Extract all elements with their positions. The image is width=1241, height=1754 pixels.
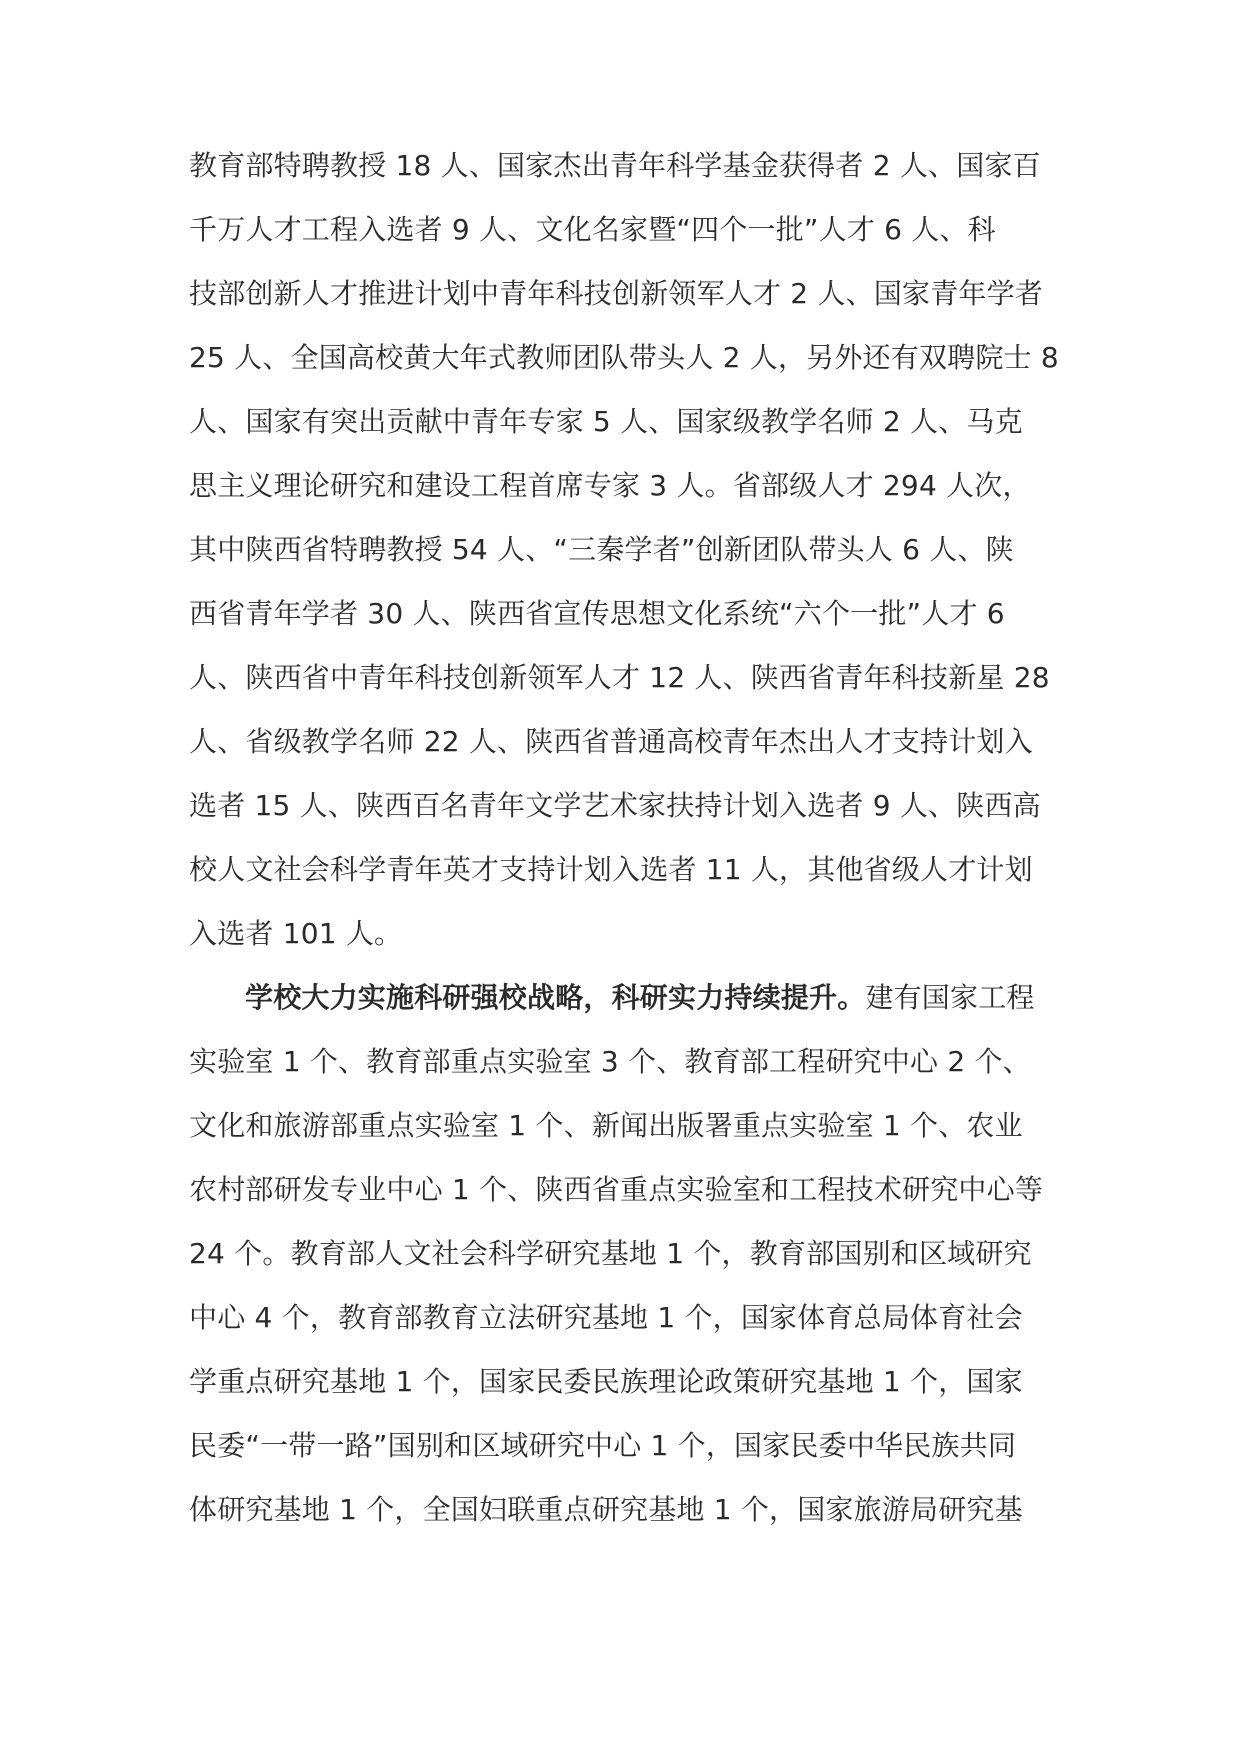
text-line: 人、陕西省中青年科技创新领军人才 12 人、陕西省青年科技新星 28 [189,661,1050,694]
text-line: 思主义理论研究和建设工程首席专家 3 人。省部级人才 294 人次， [189,469,1031,502]
text-line: 人、国家有突出贡献中青年专家 5 人、国家级教学名师 2 人、马克 [189,405,1023,438]
paragraph-research-strength [189,966,1069,1542]
text-line: 入选者 101 人。 [189,917,403,950]
text-line: 其中陕西省特聘教授 54 人、“三秦学者”创新团队带头人 6 人、陕 [189,533,1014,566]
text-line: 教育部特聘教授 18 人、国家杰出青年科学基金获得者 2 人、国家百 [189,149,1041,182]
text-line: 技部创新人才推进计划中青年科技创新领军人才 2 人、国家青年学者 [189,277,1044,310]
text-line: 人、省级教学名师 22 人、陕西省普通高校青年杰出人才支持计划入 [189,725,1033,758]
text-line: 选者 15 人、陕西百名青年文学艺术家扶持计划入选者 9 人、陕西高 [189,789,1041,822]
text-line: 农村部研发专业中心 1 个、陕西省重点实验室和工程技术研究中心等 [189,1173,1044,1206]
text-line: 25 人、全国高校黄大年式教师团队带头人 2 人，另外还有双聘院士 8 [189,341,1059,374]
paragraph-talent-statistics [189,134,1069,966]
text-line: 学重点研究基地 1 个，国家民委民族理论政策研究基地 1 个，国家 [189,1365,1023,1398]
paragraph-lead-sentence: 学校大力实施科研强校战略，科研实力持续提升。 [245,981,866,1014]
text-line: 校人文社会科学青年英才支持计划入选者 11 人，其他省级人才计划 [189,853,1033,886]
text-line: 文化和旅游部重点实验室 1 个、新闻出版署重点实验室 1 个、农业 [189,1109,1023,1142]
text-line: 民委“一带一路”国别和区域研究中心 1 个，国家民委中华民族共同 [189,1429,1017,1462]
text-fragment: 建有国家工程 [865,981,1035,1014]
text-line: 体研究基地 1 个，全国妇联重点研究基地 1 个，国家旅游局研究基 [189,1493,1023,1526]
text-line: 西省青年学者 30 人、陕西省宣传思想文化系统“六个一批”人才 6 [189,597,1005,630]
text-line: 中心 4 个，教育部教育立法研究基地 1 个，国家体育总局体育社会 [189,1301,1023,1334]
text-line: 实验室 1 个、教育部重点实验室 3 个、教育部工程研究中心 2 个、 [189,1045,1031,1078]
text-line-first [189,966,1069,1030]
text-line: 24 个。教育部人文社会科学研究基地 1 个，教育部国别和区域研究 [189,1237,1032,1270]
text-line: 千万人才工程入选者 9 人、文化名家暨“四个一批”人才 6 人、科 [189,213,996,246]
